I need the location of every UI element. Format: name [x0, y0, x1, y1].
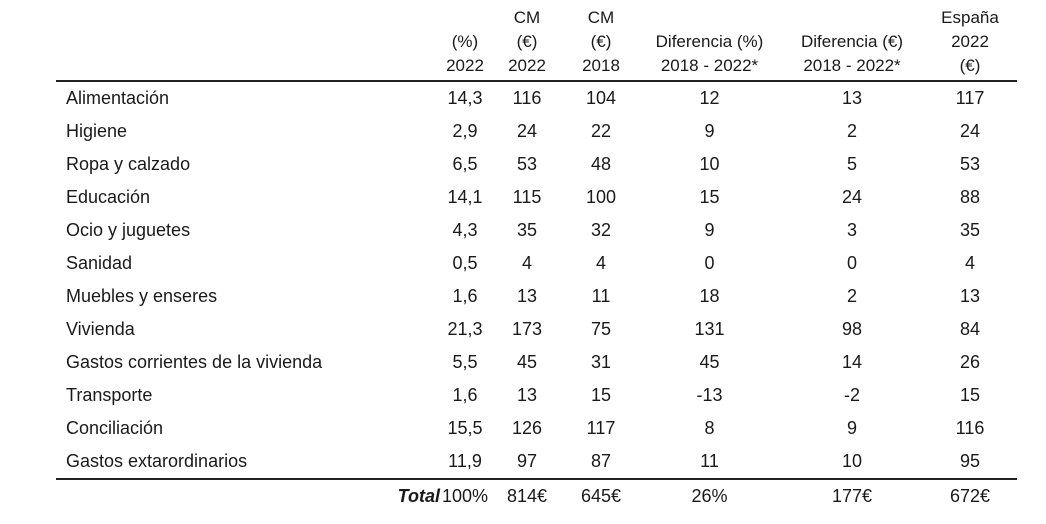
total-cm-2018: 645€	[580, 486, 622, 506]
row-label: Higiene	[66, 121, 128, 141]
cell-diff-pct: 0	[704, 253, 715, 273]
cell-diff-eur: 10	[841, 451, 863, 471]
row-label: Conciliación	[66, 418, 164, 438]
cell-cm-2018: 48	[590, 154, 612, 174]
header-row	[56, 0, 1017, 81]
expense-table-container	[56, 0, 1017, 513]
table-row	[56, 81, 1017, 115]
row-label: Ocio y juguetes	[66, 220, 191, 240]
cell-cm-2022: 97	[516, 451, 538, 471]
cell-espana-2022: 13	[959, 286, 981, 306]
cell-pct-2022: 11,9	[448, 451, 482, 471]
header-line: (€)	[590, 32, 612, 51]
cell-cm-2018: 87	[590, 451, 612, 471]
cell-diff-eur: 0	[846, 253, 857, 273]
header-line: España	[941, 8, 999, 27]
cell-cm-2022: 173	[511, 319, 543, 339]
cell-diff-pct: 45	[699, 352, 720, 372]
row-label: Ropa y calzado	[66, 154, 191, 174]
table-row	[56, 148, 1017, 181]
table-row	[56, 445, 1017, 479]
cell-pct-2022: 14,1	[447, 187, 483, 207]
cell-cm-2022: 24	[516, 121, 538, 141]
cell-diff-eur: 9	[846, 418, 857, 438]
cell-pct-2022: 5,5	[452, 352, 478, 372]
cell-cm-2018: 100	[585, 187, 617, 207]
cell-diff-eur: 13	[841, 88, 863, 108]
cell-espana-2022: 24	[959, 121, 981, 141]
cell-espana-2022: 15	[959, 385, 981, 405]
cell-diff-pct: 9	[704, 121, 715, 141]
cell-espana-2022: 53	[959, 154, 981, 174]
header-line: CM	[513, 8, 541, 27]
header-line: Diferencia (€)	[800, 32, 904, 51]
header-line: 2018	[582, 56, 620, 75]
header-cm-2018	[564, 0, 638, 81]
cell-cm-2018: 32	[590, 220, 612, 240]
cell-cm-2018: 22	[590, 121, 612, 141]
total-pct-2022: 100%	[441, 486, 489, 506]
cell-diff-pct: 8	[704, 418, 715, 438]
cell-diff-pct: 131	[694, 319, 725, 339]
header-line: (€)	[959, 56, 981, 75]
cell-pct-2022: 15,5	[447, 418, 483, 438]
cell-diff-pct: 10	[699, 154, 720, 174]
row-label: Alimentación	[66, 88, 170, 108]
cell-pct-2022: 2,9	[452, 121, 478, 141]
cell-espana-2022: 84	[959, 319, 981, 339]
cell-cm-2018: 31	[590, 352, 612, 372]
cell-cm-2022: 115	[512, 187, 542, 207]
cell-cm-2022: 4	[521, 253, 532, 273]
cell-cm-2018: 15	[590, 385, 612, 405]
cell-espana-2022: 88	[959, 187, 981, 207]
cell-cm-2022: 53	[516, 154, 538, 174]
cell-espana-2022: 117	[955, 88, 985, 108]
cell-espana-2022: 4	[964, 253, 975, 273]
header-line: Diferencia (%)	[655, 32, 764, 51]
cell-diff-pct: 12	[699, 88, 720, 108]
cell-cm-2022: 13	[516, 385, 538, 405]
cell-diff-pct: 9	[704, 220, 715, 240]
cell-espana-2022: 26	[959, 352, 981, 372]
cell-cm-2022: 126	[511, 418, 543, 438]
table-row	[56, 379, 1017, 412]
cell-cm-2018: 75	[590, 319, 612, 339]
total-diff-pct: 26%	[691, 486, 728, 506]
cell-pct-2022: 6,5	[452, 154, 478, 174]
cell-cm-2022: 45	[516, 352, 538, 372]
cell-cm-2018: 11	[591, 286, 611, 306]
cell-diff-pct: 11	[700, 451, 719, 471]
total-label: Total	[397, 486, 440, 506]
cell-pct-2022: 4,3	[452, 220, 478, 240]
cell-diff-eur: 98	[841, 319, 863, 339]
cell-espana-2022: 116	[955, 418, 985, 438]
table-row	[56, 214, 1017, 247]
header-diff-eur	[781, 0, 923, 81]
table-row	[56, 280, 1017, 313]
cell-pct-2022: 1,6	[452, 286, 478, 306]
header-line: CM	[587, 8, 615, 27]
cell-diff-eur: 5	[846, 154, 857, 174]
header-line: 2018 - 2022*	[803, 56, 901, 75]
table-row	[56, 115, 1017, 148]
table-row	[56, 346, 1017, 379]
header-line: (%)	[451, 32, 479, 51]
header-pct-2022	[440, 0, 490, 81]
cell-pct-2022: 0,5	[452, 253, 478, 273]
table-body	[56, 81, 1017, 479]
header-line: 2018 - 2022*	[660, 56, 759, 75]
cell-cm-2018: 104	[585, 88, 617, 108]
total-row	[56, 479, 1017, 513]
cell-diff-pct: 18	[699, 286, 720, 306]
cell-cm-2022: 13	[516, 286, 538, 306]
row-label: Sanidad	[66, 253, 133, 273]
total-cm-2022: 814€	[506, 486, 548, 506]
header-espana-2022	[923, 0, 1017, 81]
table-row	[56, 412, 1017, 445]
row-label: Vivienda	[66, 319, 135, 339]
cell-diff-eur: -2	[843, 385, 860, 405]
cell-espana-2022: 95	[959, 451, 981, 471]
header-diff-pct	[638, 0, 781, 81]
cell-diff-eur: 2	[846, 121, 857, 141]
table-row	[56, 247, 1017, 280]
header-line: (€)	[516, 32, 538, 51]
cell-pct-2022: 21,3	[447, 319, 483, 339]
table-footer	[56, 479, 1017, 513]
cell-diff-eur: 2	[846, 286, 857, 306]
expense-table	[56, 0, 1017, 513]
row-label: Educación	[66, 187, 151, 207]
cell-cm-2022: 116	[512, 88, 542, 108]
row-label: Transporte	[66, 385, 153, 405]
cell-espana-2022: 35	[959, 220, 981, 240]
cell-diff-eur: 14	[841, 352, 863, 372]
header-line: 2022	[508, 56, 546, 75]
row-label: Muebles y enseres	[66, 286, 218, 306]
cell-diff-eur: 24	[841, 187, 863, 207]
table-row	[56, 181, 1017, 214]
header-cm-2022	[490, 0, 564, 81]
cell-pct-2022: 14,3	[447, 88, 483, 108]
cell-pct-2022: 1,6	[452, 385, 478, 405]
row-label: Gastos extarordinarios	[66, 451, 248, 471]
header-category	[56, 0, 440, 81]
cell-diff-pct: 15	[699, 187, 720, 207]
cell-diff-eur: 3	[846, 220, 857, 240]
total-diff-eur: 177€	[831, 486, 873, 506]
total-espana-2022: 672€	[949, 486, 991, 506]
cell-cm-2022: 35	[516, 220, 538, 240]
cell-cm-2018: 4	[595, 253, 606, 273]
cell-diff-pct: -13	[696, 385, 723, 405]
table-row	[56, 313, 1017, 346]
header-line: 2022	[446, 56, 484, 75]
cell-cm-2018: 117	[586, 418, 616, 438]
table-header	[56, 0, 1017, 81]
row-label: Gastos corrientes de la vivienda	[66, 352, 323, 372]
header-line: 2022	[951, 32, 989, 51]
